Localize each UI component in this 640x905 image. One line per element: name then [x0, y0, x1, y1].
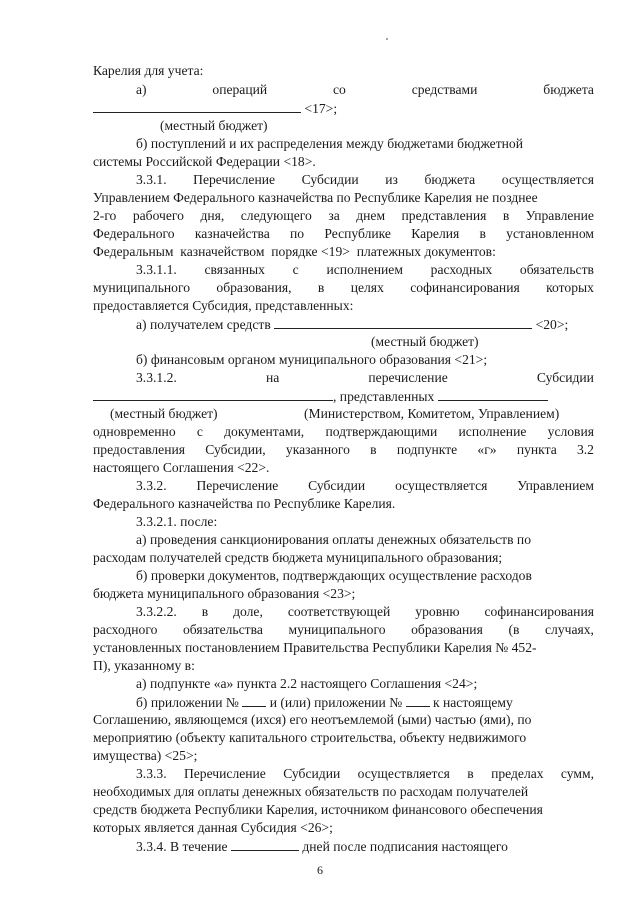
line: установленных постановлением Правительства Республики Карелия № 452- — [93, 640, 537, 655]
line: 3.3.1.2. на перечисление Субсидии — [136, 370, 594, 385]
line: настоящего Соглашения <22>. — [93, 460, 270, 475]
scan-speck — [386, 38, 388, 40]
line: расходного обязательства муниципального образования (в случаях, — [93, 622, 594, 637]
line: б) поступлений и их распределения между бюджетами бюджетной — [136, 136, 523, 151]
line: а) получателем средств <20>; — [136, 317, 569, 332]
line: предоставления Субсидии, указанного в подпункте «г» пункта 3.2 — [93, 442, 594, 457]
line: предоставляется Субсидия, представленных: — [93, 298, 354, 313]
line: 3.3.4. В течение дней после подписания настоящего — [136, 839, 508, 854]
line: муниципального образования, в целях софинансирования которых — [93, 280, 594, 295]
line: бюджета муниципального образования <23>; — [93, 586, 356, 601]
line: которых является данная Субсидия <26>; — [93, 820, 333, 835]
line: б) финансовым органом муниципального образования <21>; — [136, 352, 488, 367]
line: Федерального казначейства по Республике Карелия. — [93, 496, 396, 511]
line: Федеральным казначейством порядке <19> платежных документов: — [93, 244, 496, 259]
line: 3.3.2. Перечисление Субсидии осуществляется Управлением — [136, 478, 594, 493]
line: (местный бюджет) — [371, 334, 479, 349]
line: 3.3.2.1. после: — [136, 514, 218, 529]
line: имущества) <25>; — [93, 748, 198, 763]
line: 3.3.3. Перечисление Субсидии осуществляется в пределах сумм, — [136, 766, 594, 781]
blank-field — [242, 693, 266, 707]
line: Управлением Федерального казначейства по Республике Карелия не позднее — [93, 190, 538, 205]
line: средств бюджета Республики Карелия, источником финансового обеспечения — [93, 802, 543, 817]
line: , представленных — [93, 387, 594, 405]
blank-field — [438, 387, 548, 401]
line: 3.3.2.2. в доле, соответствующей уровню софинансирования — [136, 604, 594, 619]
blank-field — [93, 99, 301, 113]
line: мероприятию (объекту капитального строительства, объекту недвижимого — [93, 730, 527, 745]
line: 3.3.1.1. связанных с исполнением расходных обязательств — [136, 262, 594, 277]
line: расходам получателей средств бюджета муниципального образования; — [93, 550, 503, 565]
line: <17>; — [93, 99, 594, 117]
line: б) проверки документов, подтверждающих осуществление расходов — [136, 568, 532, 583]
line: а) проведения санкционирования оплаты денежных обязательств по — [136, 532, 532, 547]
line: б) приложении № и (или) приложении № к настоящему — [136, 695, 513, 710]
line: П), указанному в: — [93, 658, 195, 673]
blank-field — [406, 693, 430, 707]
blank-field — [93, 387, 333, 401]
line: а) подпункте «а» пункта 2.2 настоящего Соглашения <24>; — [136, 676, 478, 691]
blank-field — [274, 315, 532, 329]
line: (местный бюджет) — [110, 406, 218, 421]
line: а) операций со средствами бюджета — [136, 82, 594, 97]
line: 3.3.1. Перечисление Субсидии из бюджета осуществляется — [136, 172, 594, 187]
line: необходимых для оплаты денежных обязательств по расходам получателей — [93, 784, 529, 799]
page-number: 6 — [317, 863, 323, 877]
line: 2-го рабочего дня, следующего за днем представления в Управление — [93, 208, 594, 223]
line: одновременно с документами, подтверждающими исполнение условия — [93, 424, 594, 439]
line: системы Российской Федерации <18>. — [93, 154, 316, 169]
line: Соглашению, являющемся (ихся) его неотъемлемой (ыми) частью (ями), по — [93, 712, 532, 727]
line: (местный бюджет) — [160, 118, 268, 133]
line: (Министерством, Комитетом, Управлением) — [304, 406, 560, 421]
line: Карелия для учета: — [93, 63, 204, 78]
line: Федерального казначейства по Республике Карелия в установленном — [93, 226, 594, 241]
blank-field — [231, 837, 299, 851]
